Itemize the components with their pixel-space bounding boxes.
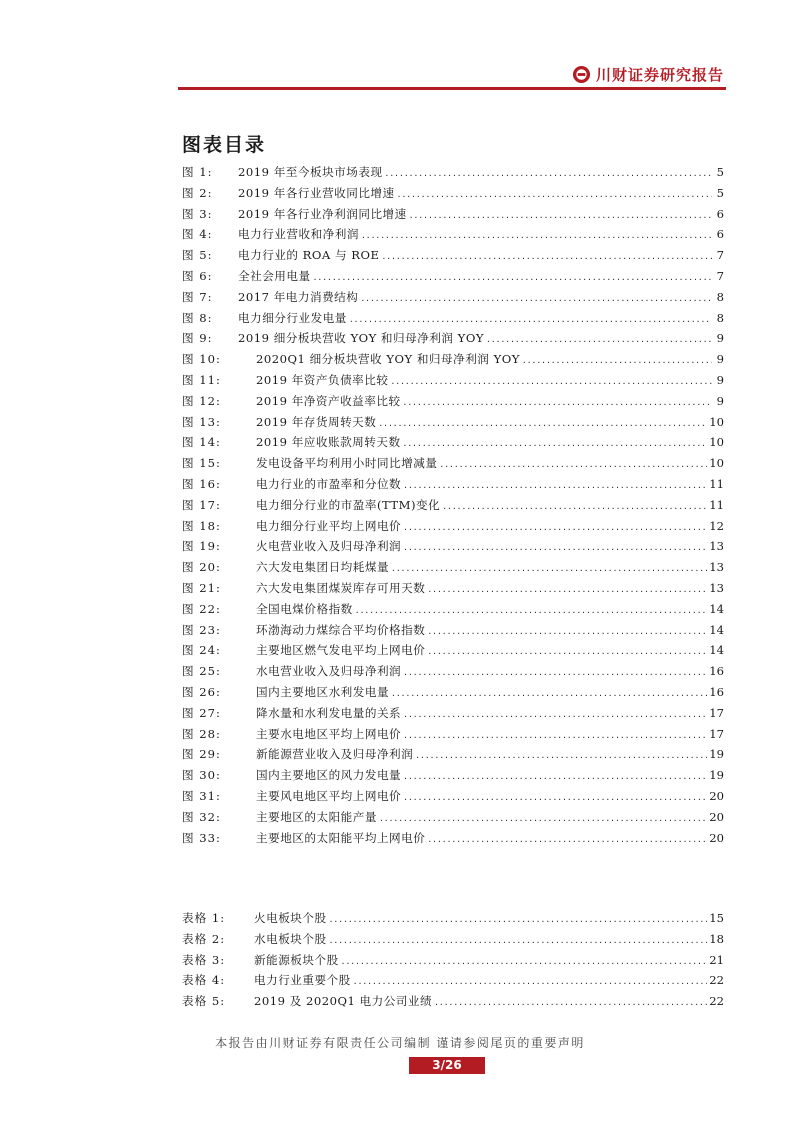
entry-title: 2019 年存货周转天数 [256, 414, 377, 429]
toc-entry[interactable] [182, 599, 724, 620]
entry-label: 表格 2: [182, 931, 226, 946]
dot-leader [427, 830, 707, 851]
entry-title: 2017 年电力消费结构 [238, 289, 359, 304]
dot-leader [378, 414, 707, 435]
dot-leader [439, 455, 707, 476]
entry-label: 图 32: [182, 809, 221, 824]
dot-leader [403, 663, 707, 684]
dot-leader [409, 206, 712, 227]
entry-page: 20 [709, 830, 724, 845]
entry-page: 17 [709, 705, 724, 720]
dot-leader [391, 559, 707, 580]
toc-entry[interactable] [182, 162, 724, 183]
entry-title: 电力行业的市盈率和分位数 [256, 476, 402, 491]
toc-entry[interactable] [182, 328, 724, 349]
entry-label: 图 11: [182, 372, 221, 387]
entry-page: 16 [709, 664, 724, 679]
entry-label: 图 10: [182, 352, 221, 367]
toc-entry[interactable] [182, 991, 724, 1012]
entry-title: 新能源营业收入及归母净利润 [256, 747, 414, 762]
entry-label: 图 9: [182, 331, 213, 346]
entry-title: 主要地区燃气发电平均上网电价 [256, 643, 426, 658]
table-list [182, 908, 724, 1012]
dot-leader [391, 684, 707, 705]
dot-leader [403, 767, 707, 788]
entry-page: 21 [709, 952, 724, 967]
entry-label: 图 3: [182, 206, 213, 221]
toc-entry[interactable] [182, 828, 724, 849]
entry-page: 17 [709, 726, 724, 741]
entry-page: 18 [709, 931, 724, 946]
toc-entry[interactable] [182, 287, 724, 308]
company-logo-icon [572, 65, 591, 84]
entry-page: 11 [709, 476, 724, 491]
entry-label: 图 15: [182, 456, 221, 471]
entry-label: 图 31: [182, 788, 221, 803]
dot-leader [329, 931, 708, 952]
dot-leader [427, 642, 707, 663]
entry-label: 图 19: [182, 539, 221, 554]
toc-entry[interactable] [182, 245, 724, 266]
entry-page: 14 [709, 643, 724, 658]
toc-entry[interactable] [182, 266, 724, 287]
entry-title: 电力行业营收和净利润 [238, 227, 359, 242]
dot-leader [403, 726, 707, 747]
entry-title: 电力细分行业的市盈率(TTM)变化 [256, 497, 441, 512]
entry-title: 水电营业收入及归母净利润 [256, 664, 402, 679]
entry-title: 电力细分行业发电量 [238, 310, 347, 325]
dot-leader [403, 705, 707, 726]
toc-entry[interactable] [182, 970, 724, 991]
entry-title: 2019 年资产负债率比较 [256, 372, 389, 387]
entry-page: 13 [709, 539, 724, 554]
entry-label: 图 5: [182, 248, 213, 263]
entry-label: 图 27: [182, 705, 221, 720]
entry-page: 8 [716, 310, 724, 325]
entry-label: 图 4: [182, 227, 213, 242]
entry-page: 14 [709, 622, 724, 637]
entry-label: 图 25: [182, 664, 221, 679]
dot-leader [403, 434, 708, 455]
entry-title: 环渤海动力煤综合平均价格指数 [256, 622, 426, 637]
entry-page: 22 [709, 973, 724, 988]
entry-label: 图 7: [182, 289, 213, 304]
entry-page: 5 [716, 165, 724, 179]
entry-page: 14 [709, 601, 724, 616]
entry-title: 国内主要地区水利发电量 [256, 684, 390, 699]
entry-label: 表格 5: [182, 994, 226, 1009]
dot-leader [415, 746, 707, 767]
entry-title: 主要风电地区平均上网电价 [256, 788, 402, 803]
entry-page: 6 [716, 206, 724, 221]
entry-title: 主要地区的太阳能平均上网电价 [256, 830, 426, 845]
report-header [178, 60, 726, 90]
entry-page: 10 [709, 456, 724, 471]
toc-entry[interactable] [182, 661, 724, 682]
entry-label: 图 16: [182, 476, 221, 491]
brand [572, 64, 724, 85]
toc-entry[interactable] [182, 703, 724, 724]
entry-page: 6 [716, 227, 724, 242]
dot-leader [427, 622, 707, 643]
dot-leader [381, 247, 712, 268]
entry-title: 全国电煤价格指数 [256, 601, 353, 616]
entry-label: 图 17: [182, 497, 221, 512]
dot-leader [385, 164, 712, 185]
toc-entry[interactable] [182, 682, 724, 703]
toc-entry[interactable] [182, 183, 724, 204]
toc-entry[interactable] [182, 765, 724, 786]
entry-label: 图 28: [182, 726, 221, 741]
entry-label: 图 26: [182, 684, 221, 699]
entry-page: 9 [716, 331, 724, 346]
entry-page: 11 [709, 497, 724, 512]
entry-page: 5 [716, 185, 724, 200]
dot-leader [313, 268, 712, 289]
entry-title: 主要地区的太阳能产量 [256, 809, 377, 824]
entry-page: 22 [709, 994, 724, 1009]
dot-leader [427, 580, 707, 601]
entry-label: 图 12: [182, 393, 221, 408]
entry-page: 7 [716, 248, 724, 263]
toc-entry[interactable] [182, 391, 724, 412]
entry-page: 13 [709, 560, 724, 575]
entry-title: 2019 年净资产收益率比较 [256, 393, 401, 408]
dot-leader [349, 310, 712, 331]
toc-entry[interactable] [182, 744, 724, 765]
entry-title: 新能源板块个股 [254, 952, 339, 967]
toc-entry[interactable] [182, 578, 724, 599]
dot-leader [355, 601, 707, 622]
entry-label: 图 18: [182, 518, 221, 533]
entry-label: 表格 3: [182, 952, 226, 967]
toc-entry[interactable] [182, 557, 724, 578]
entry-page: 13 [709, 580, 724, 595]
entry-label: 图 2: [182, 185, 213, 200]
entry-label: 图 30: [182, 768, 221, 783]
entry-label: 图 24: [182, 643, 221, 658]
entry-page: 9 [716, 352, 724, 367]
entry-title: 发电设备平均利用小时同比增减量 [256, 456, 438, 471]
toc-entry[interactable] [182, 370, 724, 391]
toc-entry[interactable] [182, 349, 724, 370]
entry-label: 图 22: [182, 601, 221, 616]
entry-page: 10 [709, 414, 724, 429]
entry-title: 主要水电地区平均上网电价 [256, 726, 402, 741]
toc-entry[interactable] [182, 474, 724, 495]
entry-page: 20 [709, 788, 724, 803]
entry-label: 图 13: [182, 414, 221, 429]
dot-leader [442, 497, 707, 518]
entry-label: 表格 4: [182, 973, 226, 988]
dot-leader [403, 518, 707, 539]
entry-title: 2019 及 2020Q1 电力公司业绩 [254, 994, 433, 1009]
entry-page: 19 [709, 747, 724, 762]
toc-entry[interactable] [182, 724, 724, 745]
entry-label: 图 6: [182, 268, 213, 283]
footer-disclaimer: 本报告由川财证券有限责任公司编制 谨请参阅尾页的重要声明 [215, 1036, 585, 1050]
dot-leader [390, 372, 712, 393]
entry-page: 10 [709, 435, 724, 450]
entry-title: 2019 年应收账款周转天数 [256, 435, 401, 450]
entry-page: 8 [716, 289, 724, 304]
entry-title: 2019 年至今板块市场表现 [238, 165, 383, 179]
entry-title: 降水量和水利发电量的关系 [256, 705, 402, 720]
entry-label: 图 23: [182, 622, 221, 637]
entry-title: 电力行业的 ROA 与 ROE [238, 248, 380, 263]
page-number: 3/26 [409, 1057, 485, 1074]
entry-page: 16 [709, 684, 724, 699]
toc-entry[interactable] [182, 929, 724, 950]
toc-entry[interactable] [182, 620, 724, 641]
dot-leader [403, 476, 707, 497]
entry-label: 图 29: [182, 747, 221, 762]
toc-entry[interactable] [182, 516, 724, 537]
toc-entry[interactable] [182, 224, 724, 245]
entry-title: 六大发电集团日均耗煤量 [256, 560, 390, 575]
dot-leader [486, 330, 712, 351]
entry-page: 7 [716, 268, 724, 283]
entry-page: 12 [709, 518, 724, 533]
entry-page: 19 [709, 768, 724, 783]
dot-leader [403, 538, 707, 559]
toc-entry[interactable] [182, 640, 724, 661]
toc-entry[interactable] [182, 412, 724, 433]
dot-leader [403, 788, 707, 809]
header-rule [178, 87, 726, 90]
entry-title: 水电板块个股 [254, 931, 327, 946]
dot-leader [379, 809, 707, 830]
toc-entry[interactable] [182, 453, 724, 474]
entry-title: 国内主要地区的风力发电量 [256, 768, 402, 783]
entry-title: 2019 细分板块营收 YOY 和归母净利润 YOY [238, 331, 484, 346]
dot-leader [403, 393, 712, 414]
toc-entry[interactable] [182, 495, 724, 516]
entry-title: 全社会用电量 [238, 268, 311, 283]
dot-leader [353, 972, 707, 993]
entry-title: 电力细分行业平均上网电价 [256, 518, 402, 533]
entry-label: 图 33: [182, 830, 221, 845]
toc-entry[interactable] [182, 908, 724, 929]
toc-entry[interactable] [182, 432, 724, 453]
toc-entry[interactable] [182, 204, 724, 225]
entry-label: 图 1: [182, 165, 213, 179]
dot-leader [341, 952, 708, 973]
toc-entry[interactable] [182, 308, 724, 329]
entry-title: 2019 年各行业净利润同比增速 [238, 206, 407, 221]
entry-page: 9 [716, 393, 724, 408]
entry-label: 图 8: [182, 310, 213, 325]
entry-title: 2019 年各行业营收同比增速 [238, 185, 395, 200]
entry-page: 20 [709, 809, 724, 824]
dot-leader [360, 289, 712, 310]
entry-title: 六大发电集团煤炭库存可用天数 [256, 580, 426, 595]
dot-leader [522, 351, 712, 372]
entry-label: 图 20: [182, 560, 221, 575]
figure-list [182, 162, 724, 848]
toc-entry[interactable] [182, 536, 724, 557]
entry-label: 图 21: [182, 580, 221, 595]
dot-leader [329, 910, 708, 931]
dot-leader [397, 185, 712, 206]
entry-page: 9 [716, 372, 724, 387]
entry-label: 图 14: [182, 435, 221, 450]
entry-title: 火电板块个股 [254, 911, 327, 925]
dot-leader [361, 226, 712, 247]
entry-label: 表格 1: [182, 911, 226, 925]
brand-name: 川财证券研究报告 [595, 66, 724, 84]
entry-title: 火电营业收入及归母净利润 [256, 539, 402, 554]
entry-title: 2020Q1 细分板块营收 YOY 和归母净利润 YOY [256, 352, 520, 367]
toc-entry[interactable] [182, 786, 724, 807]
entry-title: 电力行业重要个股 [254, 973, 351, 988]
page-title: 图表目录 [182, 134, 267, 156]
dot-leader [434, 993, 707, 1014]
toc-entry[interactable] [182, 807, 724, 828]
entry-page: 15 [709, 911, 724, 925]
toc-entry[interactable] [182, 950, 724, 971]
